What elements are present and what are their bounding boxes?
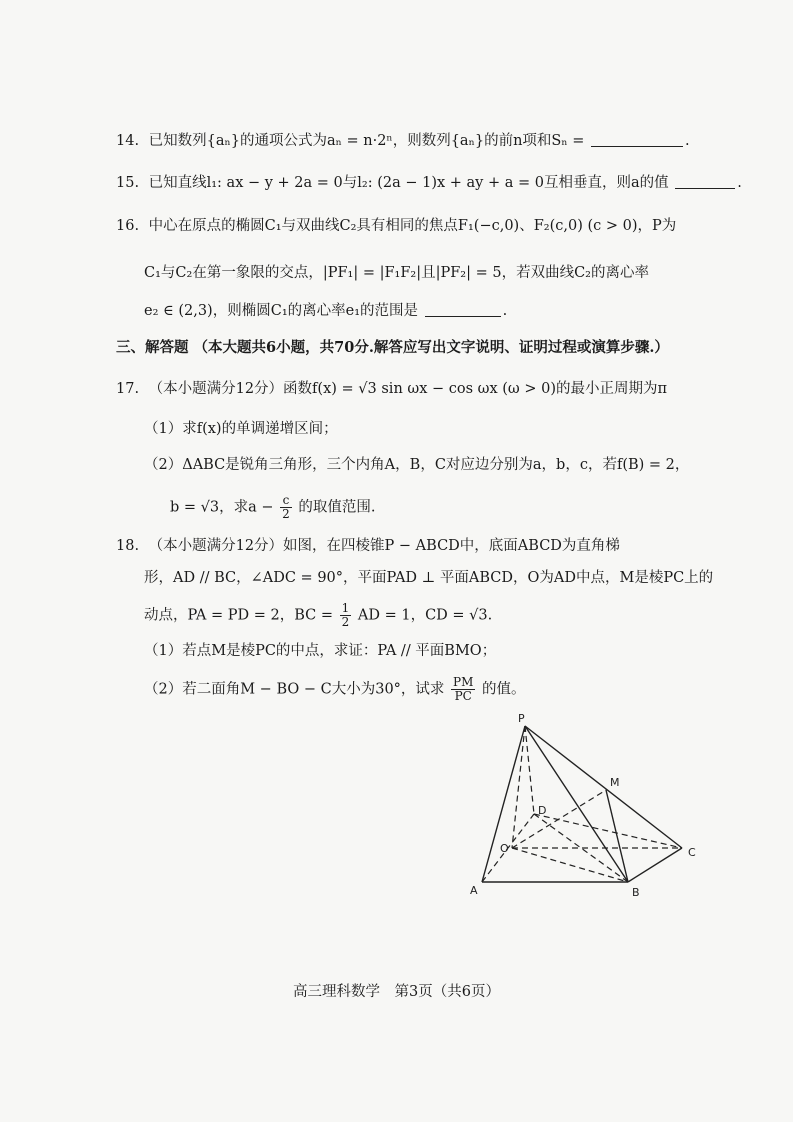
page-footer: 高三理科数学 第3页（共6页） (293, 984, 500, 1000)
label-C: C (688, 846, 696, 859)
problem-17-line1 (116, 378, 703, 400)
answer-blank[interactable] (591, 132, 683, 147)
problem-text: C₁与C₂在第一象限的交点，|PF₁| = |F₁F₂|且|PF₂| = 5，若双曲线C₂的离心率 (144, 265, 649, 281)
problem-text: 的值。 (482, 681, 526, 698)
problem-number: 14. (116, 133, 140, 149)
problem-14 (116, 130, 703, 152)
problem-17-q1: （1）求f(x)的单调递增区间； (144, 421, 338, 437)
segment-OB (512, 848, 628, 882)
punct: . (502, 303, 508, 319)
segment-PO (512, 726, 525, 848)
problem-number: 17. (116, 381, 140, 397)
problem-15 (116, 172, 742, 194)
answer-blank[interactable] (425, 302, 501, 317)
problem-17-q2b (170, 494, 703, 521)
problem-text: （2）若二面角M − BO − C大小为30°，试求 (144, 681, 445, 698)
fraction: $\frac{c}{2}$ (282, 493, 290, 521)
edge-BC (628, 848, 682, 882)
edge-PD (525, 726, 534, 814)
label-P: P (518, 712, 525, 725)
answer-blank[interactable] (675, 174, 735, 189)
fraction: $\frac{PM}{PC}$ (453, 675, 474, 703)
pyramid-figure (460, 710, 720, 910)
problem-text: e₂ ∈ (2,3)，则椭圆C₁的离心率e₁的范围是 (144, 303, 419, 319)
problem-text: 动点，PA = PD = 2，BC = (144, 607, 334, 624)
problem-18-line3 (144, 602, 703, 629)
problem-16-line3 (144, 300, 703, 322)
label-M: M (610, 776, 620, 789)
problem-text: （本小题满分12分）函数f(x) = √3 sin ωx − cos ωx (ω > 0)的最小正周期为π (148, 381, 668, 397)
label-B: B (632, 886, 640, 899)
fraction: $\frac{1}{2}$ (341, 601, 350, 629)
problem-text: b = √3，求a − (170, 499, 274, 516)
problem-text: 中心在原点的椭圆C₁与双曲线C₂具有相同的焦点F₁(−c,0)、F₂(c,0) (c > 0)，P为 (148, 218, 677, 234)
problem-text: AD = 1，CD = √3. (357, 607, 493, 624)
punct: . (685, 133, 690, 149)
problem-16-line2 (144, 262, 703, 284)
problem-18-q2 (144, 676, 703, 703)
problem-18-line2: 形，AD // BC，∠ADC = 90°，平面PAD ⊥ 平面ABCD，O为AD中点，M是棱PC上的 (144, 570, 714, 586)
problem-number: 16. (116, 218, 140, 234)
label-D: D (538, 804, 547, 817)
label-A: A (470, 884, 478, 897)
label-O: O (500, 842, 509, 855)
problem-text: （本小题满分12分）如图，在四棱锥P − ABCD中，底面ABCD为直角梯 (148, 538, 620, 554)
section-heading: 三、解答题 （本大题共6小题，共70分.解答应写出文字说明、证明过程或演算步骤.） (116, 339, 669, 356)
problem-number: 15. (116, 175, 140, 191)
problem-16-line1 (116, 215, 703, 237)
problem-18-q1: （1）若点M是棱PC的中点，求证：PA // 平面BMO； (144, 643, 497, 659)
problem-text: 已知数列{aₙ}的通项公式为aₙ = n·2ⁿ，则数列{aₙ}的前n项和Sₙ = (148, 133, 585, 149)
problem-text: 已知直线l₁: ax − y + 2a = 0与l₂: (2a − 1)x + ay + a = 0互相垂直，则a的值 (148, 175, 669, 191)
problem-number: 18. (116, 538, 140, 554)
punct: . (737, 175, 742, 191)
problem-text: 的取值范围. (298, 499, 376, 516)
edge-PA (482, 726, 525, 882)
problem-18-line1 (116, 535, 703, 557)
segment-OM (512, 790, 606, 848)
problem-17-q2: （2）ΔABC是锐角三角形，三个内角A，B，C对应边分别为a，b，c，若f(B) = 2， (144, 457, 690, 473)
